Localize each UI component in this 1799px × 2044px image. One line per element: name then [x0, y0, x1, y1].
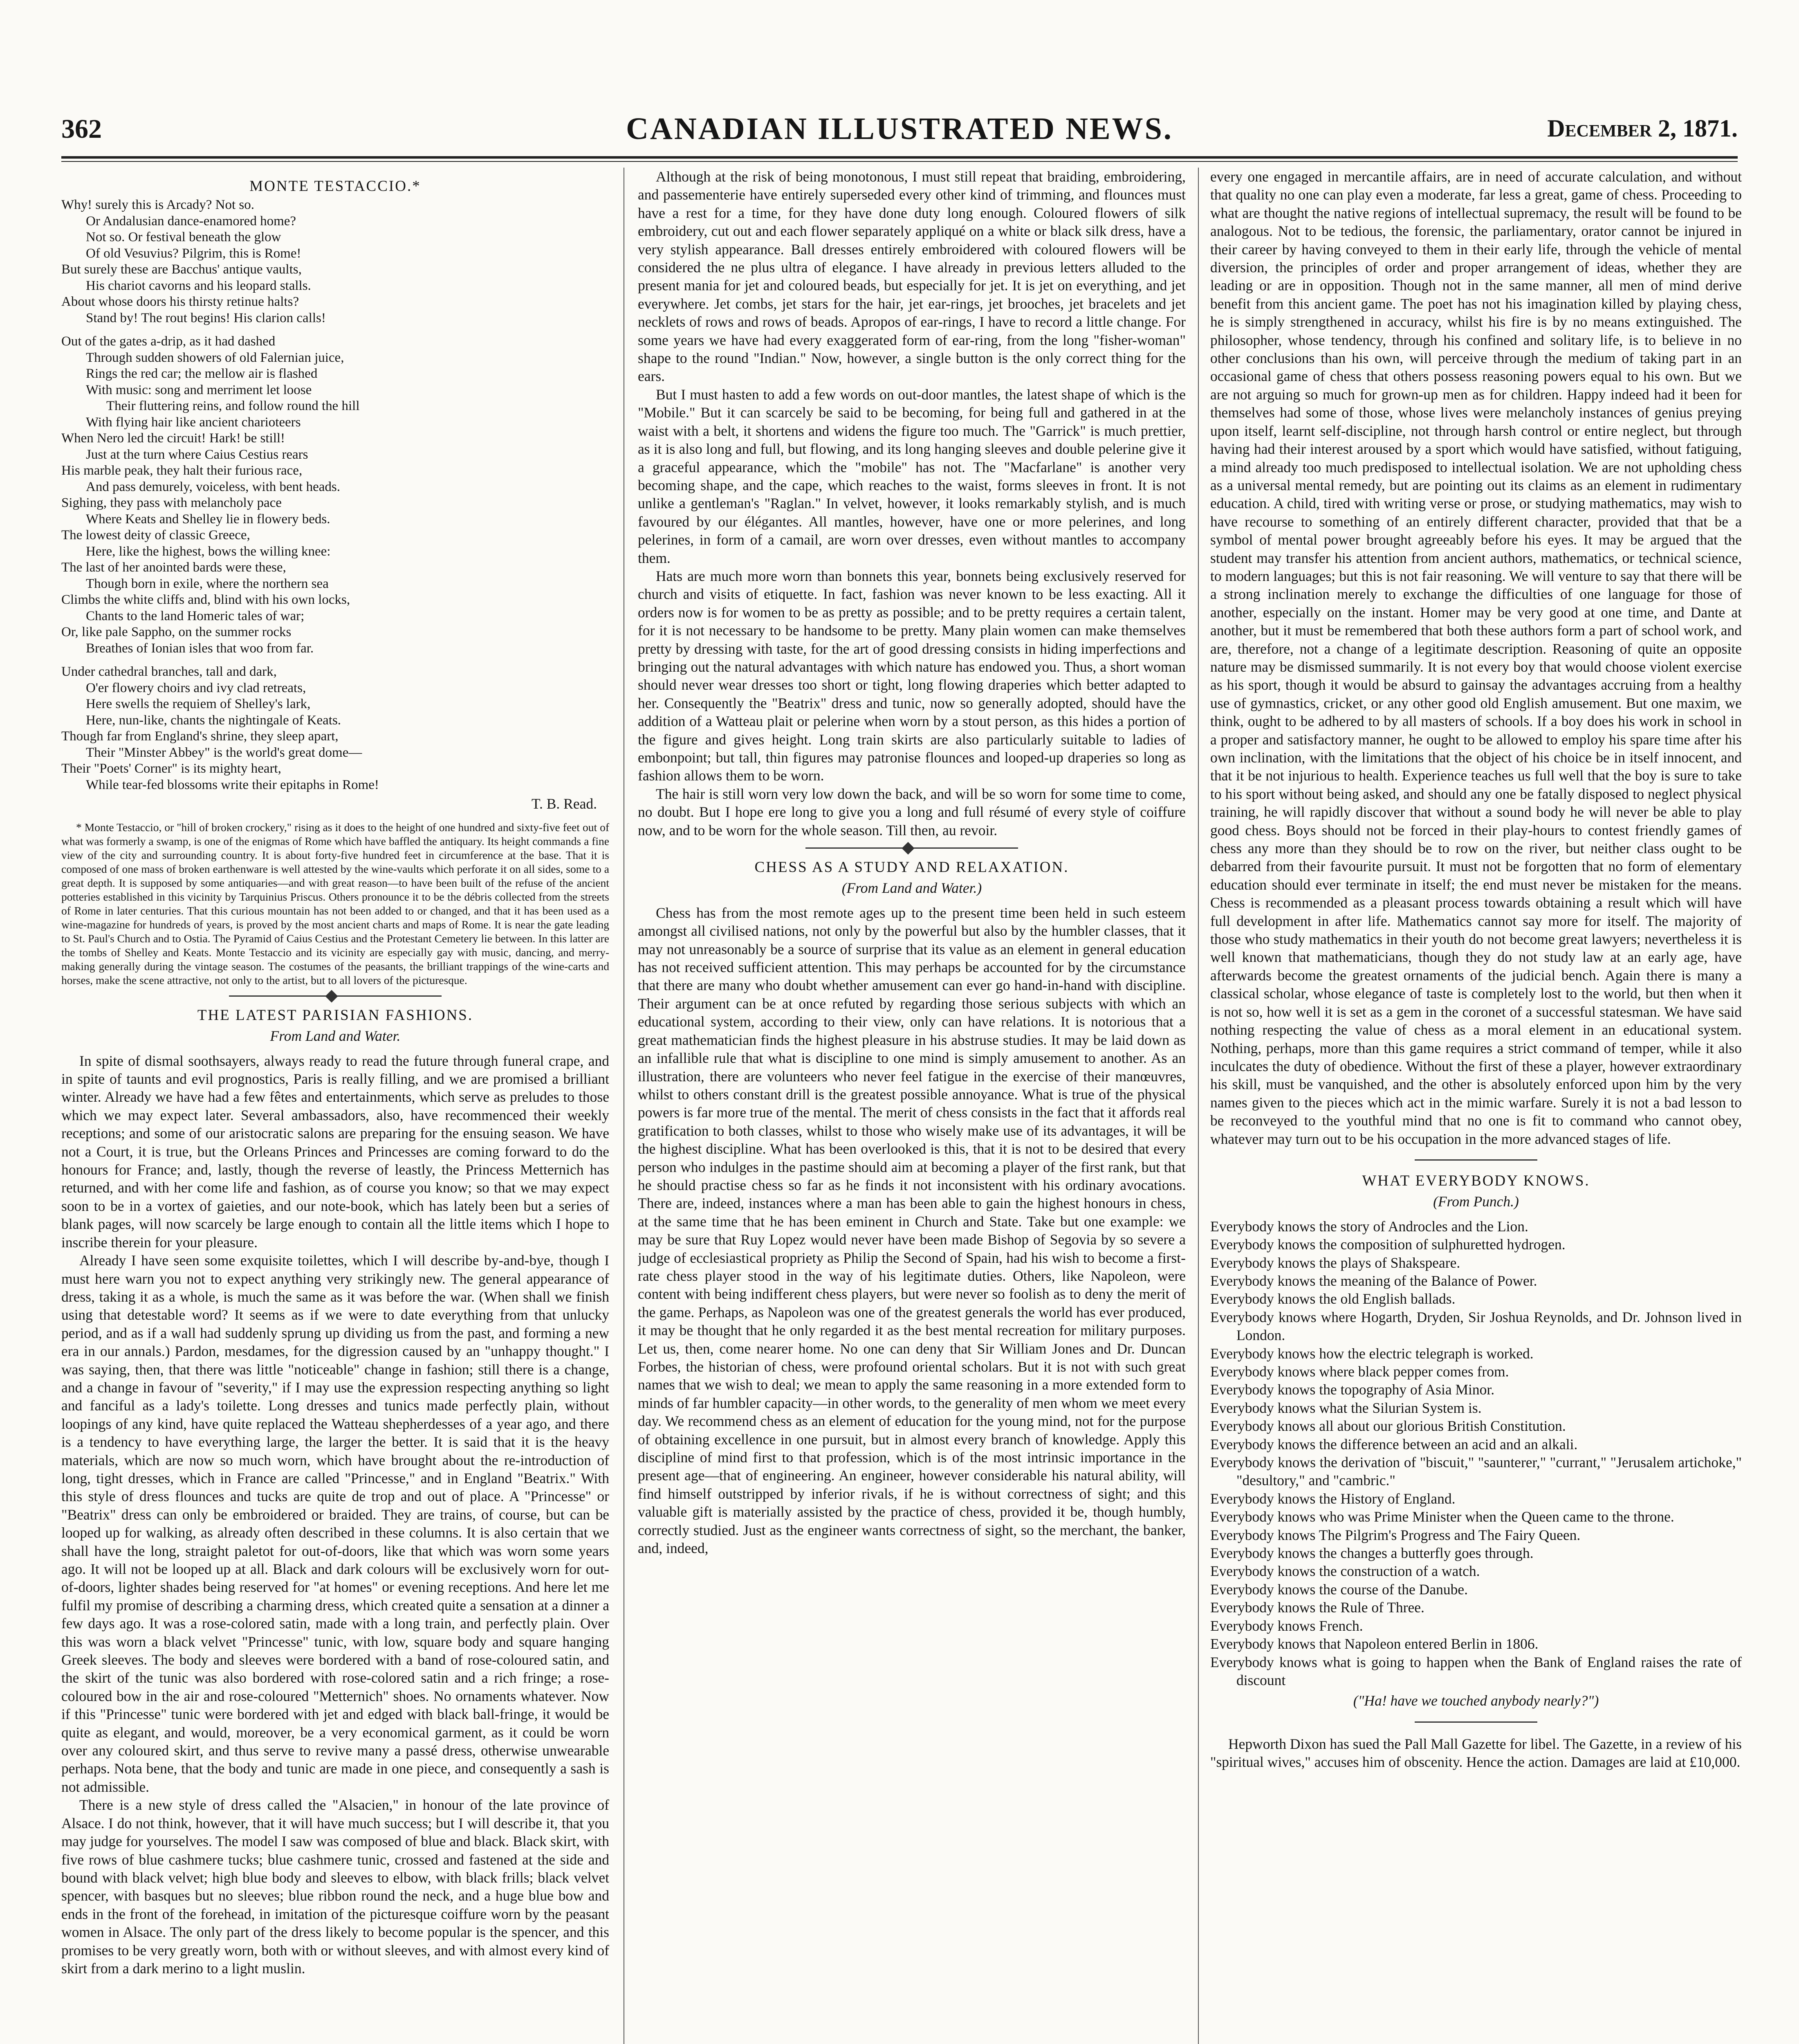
knows-item: Everybody knows the plays of Shakspeare. [1210, 1254, 1460, 1271]
poem-line: Here, nun-like, chants the nightingale of Keats. [86, 713, 341, 728]
paragraph: Hats are much more worn than bonnets this year, bonnets being exclusively reserved for church and visits of etiquette. In fact, fashion was never known to be less exacting. All it orders now is for women to be as pretty as possible; and to be pretty requires a certain talent, for it is not necessary to be handsome to be pretty. Many plain women can make themselves pretty by dressing with taste, for the art of good dressing consists in hiding imperfections and bringing out the natural advantages with which nature has endowed you. Thus, a short woman should never wear dresses too short or tight, long flowing draperies which better adapted to her. Consequently the "Beatrix" dress and tunic, now so generally adopted, should have the addition of a Watteau plait or pelerine when worn by a stout person, as this hides a portion of the figure and gives height. Long train skirts are also particularly suitable to ladies of embonpoint; but tall, thin figures may patronise flounces and looped-up draperies so long as fashion allows them to be worn. [638, 567, 1186, 784]
knows-item: Everybody knows the derivation of "biscuit," "saunterer," "currant," "Jerusalem artichoke," "desultory," and "cambric." [1210, 1454, 1742, 1489]
column-3 [1210, 168, 1742, 2044]
poem-line: Here swells the requiem of Shelley's lark, [86, 697, 311, 712]
section-rule [1415, 1721, 1537, 1723]
paragraph: Chess has from the most remote ages up to the present time been held in such esteem amongst all civilised nations, not only by the powerful but also by the humbler classes, that it may not unreasonably be a source of surprise that its value as an element in general education has not received sufficient attention. This may perhaps be accounted for by the circumstance that there are many who doubt whether amusement can ever go hand-in-hand with discipline. Their argument can be at once refuted by regarding those serious subjects with which an educational system, according to their view, only can have relations. It is notorious that a great mathematician finds the highest pleasure in his abstruse studies. It may be laid down as an infallible rule that what is discipline to one mind is simply amusement to another. As an illustration, there are volunteers who never feel fatigue in the exercise of their manœuvres, whilst to others constant drill is the greatest possible annoyance. What is true of the physical powers is far more true of the mental. The merit of chess consists in the fact that it affords real gratification to both classes, whilst to those who wisely make use of its advantages, it will be the highest discipline. What has been overlooked is this, that it is not to be desired that every person who indulges in the pastime should aim at becoming a player of the first rank, but that he should practise chess so far as he finds it not inconsistent with his ordinary avocations. There are, indeed, instances where a man has been able to gain the highest honours in chess, at the same time that he has been eminent in Church and State. Take but one example: we may be sure that Ruy Lopez would never have been made Bishop of Segovia by so severe a judge of ecclesiastical propriety as Philip the Second of Spain, had his wish to become a first-rate chess player stood in the way of his legitimate duties. Others, like Napoleon, were content with being indifferent chess players, but were never so foolish as to deny the merit of the game. Perhaps, as Napoleon was one of the greatest generals the world has ever produced, it may be thought that he only regarded it as the best mental recreation for military purposes. Let us, then, come nearer home. No one can deny that Sir William Jones and Dr. Duncan Forbes, the historian of chess, were profound oriental scholars. But it is not with such great names that we wish to deal; we mean to apply the same reasoning in a more extended form to minds of far humbler capacity—in other words, to the generality of men whom we meet every day. We recommend chess as an element of education for the young mind, not for the purpose of obtaining excellence in one pursuit, but in almost every branch of knowledge. Apply this discipline of mind first to that profession, which is of the most intrinsic importance in the present age—that of engineering. An engineer, however considerable his natural ability, will find himself outstripped by inferior rivals, if he is without correctness of sight; and this valuable gift is materially assisted by the practice of chess, provided it be, though humbly, correctly studied. Just as the engineer wants correctness of sight, so the merchant, the banker, and, indeed, [638, 904, 1186, 1557]
poem-line: Their "Poets' Corner" is its mighty heart, [61, 761, 281, 776]
poem-line: Why! surely this is Arcady? Not so. [61, 197, 255, 213]
knows-item: Everybody knows the History of England. [1210, 1490, 1456, 1507]
knows-item: Everybody knows the difference between an acid and an alkali. [1210, 1436, 1578, 1452]
stanza-gap [61, 326, 609, 334]
dixon-note: Hepworth Dixon has sued the Pall Mall Gazette for libel. The Gazette, in a review of his "spiritual wives," accuses him of obscenity. Hence the action. Damages are laid at £10,000. [1210, 1735, 1742, 1771]
knows-item: Everybody knows the changes a butterfly goes through. [1210, 1545, 1534, 1562]
knows-quip: ("Ha! have we touched anybody nearly?") [1353, 1692, 1599, 1709]
page-number: 362 [61, 114, 102, 144]
chess-source: (From Land and Water.) [841, 880, 982, 896]
poem-line: The lowest deity of classic Greece, [61, 528, 250, 543]
header-rule-thin [61, 161, 1738, 162]
poem-line: Their fluttering reins, and follow round the hill [106, 399, 360, 414]
knows-item: Everybody knows the course of the Danube. [1210, 1581, 1468, 1598]
poem-line: With flying hair like ancient charioteers [86, 415, 301, 430]
poem-line: When Nero led the circuit! Hark! be still! [61, 431, 285, 446]
knows-item: Everybody knows the story of Androcles and the Lion. [1210, 1218, 1528, 1235]
poem-line: Sighing, they pass with melancholy pace [61, 495, 282, 511]
stanza-gap [61, 657, 609, 664]
poem-line: Through sudden showers of old Falernian juice, [86, 350, 344, 365]
poem-title: MONTE TESTACCIO.* [249, 178, 421, 195]
knows-item: Everybody knows what is going to happen when the Bank of England raises the rate of discount [1210, 1654, 1742, 1688]
poem-line: The last of her anointed bards were these, [61, 560, 286, 575]
paragraph: In spite of dismal soothsayers, always ready to read the future through funeral crape, and in spite of taunts and evil prognostics, Paris is really filling, and we are promised a brilliant winter. Already we have had a few fêtes and entertainments, which serve as preludes to those which we may expect later. Several ambassadors, also, have recommenced their weekly receptions; and some of our aristocratic salons are preparing for the ensuing season. We have not a Court, it is true, but the Orleans Princes and Princesses are coming forward to do the honours for France; and, lastly, though the reverse of leastly, the Princess Metternich has returned, and with her come life and fashion, as of course you know; so that we may expect soon to be in a vortex of gaieties, and our note-book, which has lately been but a series of blank pages, will now scarcely be large enough to contain all the little items which I hope to inscribe therein for your pleasure. [61, 1052, 609, 1251]
knows-item: Everybody knows the topography of Asia Minor. [1210, 1381, 1495, 1398]
page-header [61, 105, 1738, 155]
poem-line: Chants to the land Homeric tales of war; [86, 608, 305, 623]
paragraph: There is a new style of dress called the "Alsacien," in honour of the late province of Alsace. I do not think, however, that it will have much success; but I will describe it, that you may judge for yourselves. The model I saw was composed of blue and black. Black skirt, with five rows of blue cashmere tucks; blue cashmere tunic, crossed and fastened at the side and bound with black velvet; high blue body and sleeves to elbow, with black frills; black velvet spencer, with basques but no sleeves; blue ribbon round the neck, and a huge blue bow and ends in the front of the forehead, in imitation of the picturesque coiffure worn by the peasant women in Alsace. The only part of the dress likely to become popular is the spencer, and this promises to be very greatly worn, both with or without sleeves, and with almost every kind of skirt from a dark merino to a light muslin. [61, 1797, 609, 1977]
poem-line: Or Andalusian dance-enamored home? [86, 213, 296, 229]
knows-item: Everybody knows the Rule of Three. [1210, 1599, 1424, 1616]
poem-line: His marble peak, they halt their furious race, [61, 463, 303, 478]
poem-line: O'er flowery choirs and ivy clad retreats, [86, 680, 306, 695]
poem-line: With music: song and merriment let loose [86, 382, 312, 397]
poem-line: And pass demurely, voiceless, with bent heads. [86, 479, 340, 494]
knows-item: Everybody knows the composition of sulphuretted hydrogen. [1210, 1236, 1566, 1253]
knows-item: Everybody knows French. [1210, 1617, 1363, 1634]
chess-title: CHESS AS A STUDY AND RELAXATION. [754, 859, 1069, 876]
poem-line: While tear-fed blossoms write their epitaphs in Rome! [86, 777, 379, 792]
fashions-title: THE LATEST PARISIAN FASHIONS. [197, 1006, 473, 1024]
poem-footnote [61, 820, 609, 987]
poem-body [61, 197, 609, 793]
poem-line: Where Keats and Shelley lie in flowery beds. [86, 511, 330, 527]
issue-date: December 2, 1871. [1547, 115, 1738, 142]
poem-line: Just at the turn where Caius Cestius rears [86, 447, 308, 462]
poem-author: T. B. Read. [531, 796, 597, 812]
section-divider [229, 995, 442, 997]
chess-continued [1210, 168, 1742, 1148]
knows-title: WHAT EVERYBODY KNOWS. [1362, 1172, 1590, 1189]
knows-item: Everybody knows where Hogarth, Dryden, Sir Joshua Reynolds, and Dr. Johnson lived in London. [1210, 1309, 1742, 1344]
paragraph: But I must hasten to add a few words on out-door mantles, the latest shape of which is the "Mobile." But it can scarcely be said to be becoming, for being full and gathered in at the waist with a belt, it shortens and widens the figure too much. The "Garrick" is much prettier, as it is also long and full, but flowing, and its long hanging sleeves and double pelerine give it a graceful appearance, which the "mobile" has not. The "Macfarlane" is another very becoming shape, and the cape, which reaches to the waist, forms sleeves in front. It is not unlike a gentleman's "Raglan." In velvet, however, it looks remarkably stylish, and is much favoured by our élégantes. All mantles, however, have one or more pelerines, and long pelerines, in form of a camail, are worn over dresses, even without mantles to accompany them. [638, 386, 1186, 566]
poem-line: Of old Vesuvius? Pilgrim, this is Rome! [86, 246, 301, 261]
column-separator [1198, 168, 1199, 2044]
knows-item: Everybody knows where black pepper comes from. [1210, 1363, 1509, 1380]
column-1 [61, 168, 609, 2044]
fashions-source: From Land and Water. [270, 1028, 401, 1044]
knows-item: Everybody knows the meaning of the Balance of Power. [1210, 1272, 1537, 1289]
poem-line: But surely these are Bacchus' antique vaults, [61, 262, 302, 277]
knows-item: Everybody knows all about our glorious British Constitution. [1210, 1418, 1566, 1434]
paragraph: every one engaged in mercantile affairs, are in need of accurate calculation, and without that quality no one can play even a moderate, far less a great, game of chess. Proceeding to what are thought the native regions of intellectual supremacy, the result will be found to be analogous. Not to be tedious, the forensic, the parliamentary, orator cannot be injured in their career by having conveyed to them in their early life, through the vehicle of mental diversion, the principles of order and proper arrangement of ideas, whether they are leading or are in opposition. Though not in the same manner, all men of mind derive benefit from this ancient game. The poet has not his imagination killed by playing chess, he is simply strengthened in accuracy, whilst his fire is by no means extinguished. The philosopher, whose tendency, through his confined and solitary life, is to believe in no other conclusions than his own, will perceive through the medium of taking part in an occasional game of chess that others possess reasoning powers equal to his own. But we are not arguing so much for grown-up men as for children. Happy indeed had it been for themselves had some of those, whose lives were melancholy instances of genius preying upon itself, learnt self-discipline, not through harsh control or entire neglect, but through having had their interest aroused by a sport which would have satisfied, without fatiguing, a mind already too much predisposed to intellectual isolation. We are not upholding chess as a universal mental remedy, but are pointing out its claims as an element in rudimentary education. A child, tired with writing verse or prose, or studying mathematics, may wish to have recourse to something of an entirely different character, provided that that be a symbol of mental power brought agreeably before his eyes. It may be argued that the student may transfer his attention from ancient authors, mathematics, or technical science, to modern languages; but this is not fair reasoning. We will venture to say that there will be a strong inclination merely to exchange the difficulties of one language for those of another, especially on the instant. Homer may be very good at one time, and Dante at another, but it must be remembered that both these authors form a part of school work, and are, therefore, not a change of a legitimate description. Reasoning of quite an opposite nature may be dismissed summarily. It is not every boy that would choose violent exercise as his sport, though it would be absurd to gainsay the advantages accruing from a healthy use of gymnastics, cricket, or any other good old English amusement. But one maxim, we think, ought to be adhered to by all masters of schools. If a boy does his work in school in a proper and satisfactory manner, he ought to be allowed to employ his spare time after his own inclination, with the limitations that the object of his choice be in itself innocent, and that it be not injurious to health. Experience teaches us full well that the boy is sure to take to his sport without being asked, and should any one be fatally disposed to neglect physical training, he will rapidly discover that without a sound body he will never be able to play good chess. Boys should not be forced in their play-hours to contest friendly games of chess any more than they should be to row on the river, but neither class ought to be debarred from their favourite pursuit. It must not be forgotten that no form of elementary education should ever terminate in itself; the end must never be mistaken for the means. Chess is recommended as a pleasant process towards obtaining a result which will have full development in after life. Mathematics cannot say more for itself. The majority of those who study mathematics in their youth do not become great lawyers; nevertheless it is well known that mathematicians, though they do not study law at an early age, have afterwards become the greatest ornaments of the judicial bench. Again there is many a classical scholar, whose elegance of taste is completely lost to the world, but then when it is not so, how well it is set as a gem in the coronet of a successful statesman. We have said nothing respecting the value of chess as a moral element in an educational system. Nothing, perhaps, more than this game requires a strict command of temper, while it also inculcates the duty of obedience. Without the first of these a player, however extraordinary his skill, must be vanquished, and the other is absolutely enforced upon him by the very names given to the pieces which act in the mimic warfare. Surely it is not a bad lesson to be reconveyed to the youthful mind that no one is fit to command who cannot obey, whatever may turn out to be his occupation in the more advanced stages of life. [1210, 168, 1742, 1147]
knows-source: (From Punch.) [1433, 1193, 1519, 1210]
poem-line: Though far from England's shrine, they sleep apart, [61, 729, 339, 744]
paragraph: The hair is still worn very low down the back, and will be so worn for some time to come, no doubt. But I hope ere long to give you a long and full résumé of every style of coiffure now, and to be worn for the whole season. Till then, au revoir. [638, 785, 1186, 838]
fashions-continued [638, 168, 1186, 839]
paragraph: Already I have seen some exquisite toilettes, which I will describe by-and-bye, though I must here warn you not to expect anything very strikingly new. The general appearance of dress, taking it as a whole, is much the same as it was before the war. (When shall we finish using that detestable word? It seems as if we were to date everything from that unlucky period, and as if a wall had suddenly sprung up dividing us from the past, and forming a new era in our annals.) Pardon, mesdames, for the digression caused by an "unhappy thought." I was saying, then, that there was little "noticeable" change in fashion; still there is a change, and a change in favour of "severity," if I may use the expression respecting anything so light and fanciful as a lady's toilette. Long dresses and tunics made perfectly plain, without loopings of any kind, have quite replaced the Watteau shepherdesses of a year ago, and there is a tendency to have everything large, the larger the better. It is said that it is the heavy materials, which are now so much worn, which have brought about the re-introduction of long, tight dresses, which in France are called "Princesse," and in England "Beatrix." With this style of dress flounces and tucks are quite de trop and out of place. A "Princesse" or "Beatrix" dress can only be embroidered or braided. They are trains, of course, but can be looped up for walking, as already often described in these columns. It is also certain that we shall have the long, straight paletot for out-of-doors, like that which was worn some years ago. It will not be looped up at all. Black and dark colours will be exclusively worn for out-of-doors, lighter shades being reserved for "at homes" or evening receptions. And here let me fulfil my promise of describing a charming dress, which created quite a sensation at a dinner a few days ago. It was a rose-colored satin, made with a long train, and perfectly plain. Over this was worn a black velvet "Princesse" tunic, with low, square body and square hanging Greek sleeves. The body and sleeves were bordered with a band of rose-coloured satin, and the skirt of the tunic was also bordered with rose-colored satin and a rich fringe; a rose-coloured bow in the air and rose-coloured "Metternich" shoes. No ornaments whatever. Now if this "Princesse" tunic were bordered with jet and edged with black ball-fringe, it would be quite as elegant, and would, moreover, be a very economical garment, as it could be worn over any coloured skirt, and thus serve to revive many a passé dress, otherwise unwearable perhaps. Nota bene, that the body and tunic are made in one piece, and consequently a sash is not admissible. [61, 1252, 609, 1795]
poem-line: Out of the gates a-drip, as it had dashed [61, 334, 276, 349]
poem-line: Breathes of Ionian isles that woo from far. [86, 641, 314, 656]
newspaper-title: CANADIAN ILLUSTRATED NEWS. [626, 112, 1173, 146]
poem-line: Here, like the highest, bows the willing knee: [86, 544, 331, 559]
section-rule [1415, 1159, 1537, 1161]
poem-line: His chariot cavorns and his leopard stalls. [86, 278, 311, 293]
section-divider [805, 847, 1018, 849]
knows-item: Everybody knows The Pilgrim's Progress and The Fairy Queen. [1210, 1526, 1581, 1543]
knows-item: Everybody knows what the Silurian System is. [1210, 1399, 1482, 1416]
poem-line: Under cathedral branches, tall and dark, [61, 664, 277, 679]
poem-line: Climbs the white cliffs and, blind with his own locks, [61, 592, 350, 607]
knows-item: Everybody knows the old English ballads. [1210, 1291, 1456, 1307]
knows-item: Everybody knows who was Prime Minister when the Queen came to the throne. [1210, 1508, 1674, 1525]
column-2 [638, 168, 1186, 2044]
fashions-body [61, 1052, 609, 1978]
paragraph: Although at the risk of being monotonous, I must still repeat that braiding, embroidering, and passementerie have entirely superseded every other kind of trimming, and flounces must have a rest for a time, for they have done duty long enough. Coloured flowers of silk embroidery, cut out and each flower separately appliqué on a white or black silk dress, have a very stylish appearance. Ball dresses entirely embroidered with coloured flowers will be considered the ne plus ultra of elegance. I have already in previous letters alluded to the present mania for jet and coloured beads, but especially for jet. It is jet on everything, and jet everywhere. Jet combs, jet stars for the hair, jet ear-rings, jet brooches, jet bracelets and jet necklets of rows and rows of beads. Apropos of ear-rings, I have to record a little change. For some years we have had every exaggerated form of ear-ring, from the long "fisher-woman" shape to the round "Indian." Now, however, a single button is the only correct thing for the ears. [638, 168, 1186, 385]
poem-line: About whose doors his thirsty retinue halts? [61, 294, 299, 309]
poem-line: Though born in exile, where the northern sea [86, 576, 329, 591]
knows-item: Everybody knows that Napoleon entered Berlin in 1806. [1210, 1636, 1539, 1652]
chess-body [638, 904, 1186, 1558]
header-rule-thick [61, 156, 1738, 159]
knows-list [1210, 1217, 1742, 1690]
poem-line: Or, like pale Sappho, on the summer rocks [61, 625, 292, 640]
footnote-text: * Monte Testaccio, or "hill of broken crockery," rising as it does to the height of one hundred and sixty-five feet out of what was formerly a swamp, is one of the enigmas of Rome which have baffled the antiquary. Its height commands a fine view of the city and surrounding country. It is about forty-five hundred feet in circumference at the base. That it is composed of one mass of broken earthenware is well attested by the wine-vaults which perforate it on all sides, some to a great depth. It is supposed by some antiquaries—and with great reason—to have been built of the refuse of the ancient potteries established in this vicinity by Tarquinius Priscus. Others pronounce it to be the débris collected from the streets of Rome in later centuries. That this curious mountain has not been added to or changed, and that it has been used as a wine-magazine for hundreds of years, is proved by the most ancient charts and maps of Rome. It is near the gate leading to St. Paul's Church and to Ostia. The Pyramid of Caius Cestius and the Protestant Cemetery lie between. In this latter are the tombs of Shelley and Keats. Monte Testaccio and its vicinity are especially gay with music, dancing, and merry-making generally during the vintage season. The costumes of the peasants, the brilliant trappings of the wine-carts and horses, make the scene attractive, not only to the artist, but to all lovers of the picturesque. [61, 820, 609, 986]
poem-line: Rings the red car; the mellow air is flashed [86, 366, 318, 381]
poem-line: Not so. Or festival beneath the glow [86, 230, 281, 245]
knows-item: Everybody knows how the electric telegraph is worked. [1210, 1345, 1534, 1362]
poem-line: Stand by! The rout begins! His clarion calls! [86, 310, 326, 325]
poem-line: Their "Minster Abbey" is the world's great dome— [86, 745, 362, 760]
knows-item: Everybody knows the construction of a watch. [1210, 1563, 1480, 1580]
